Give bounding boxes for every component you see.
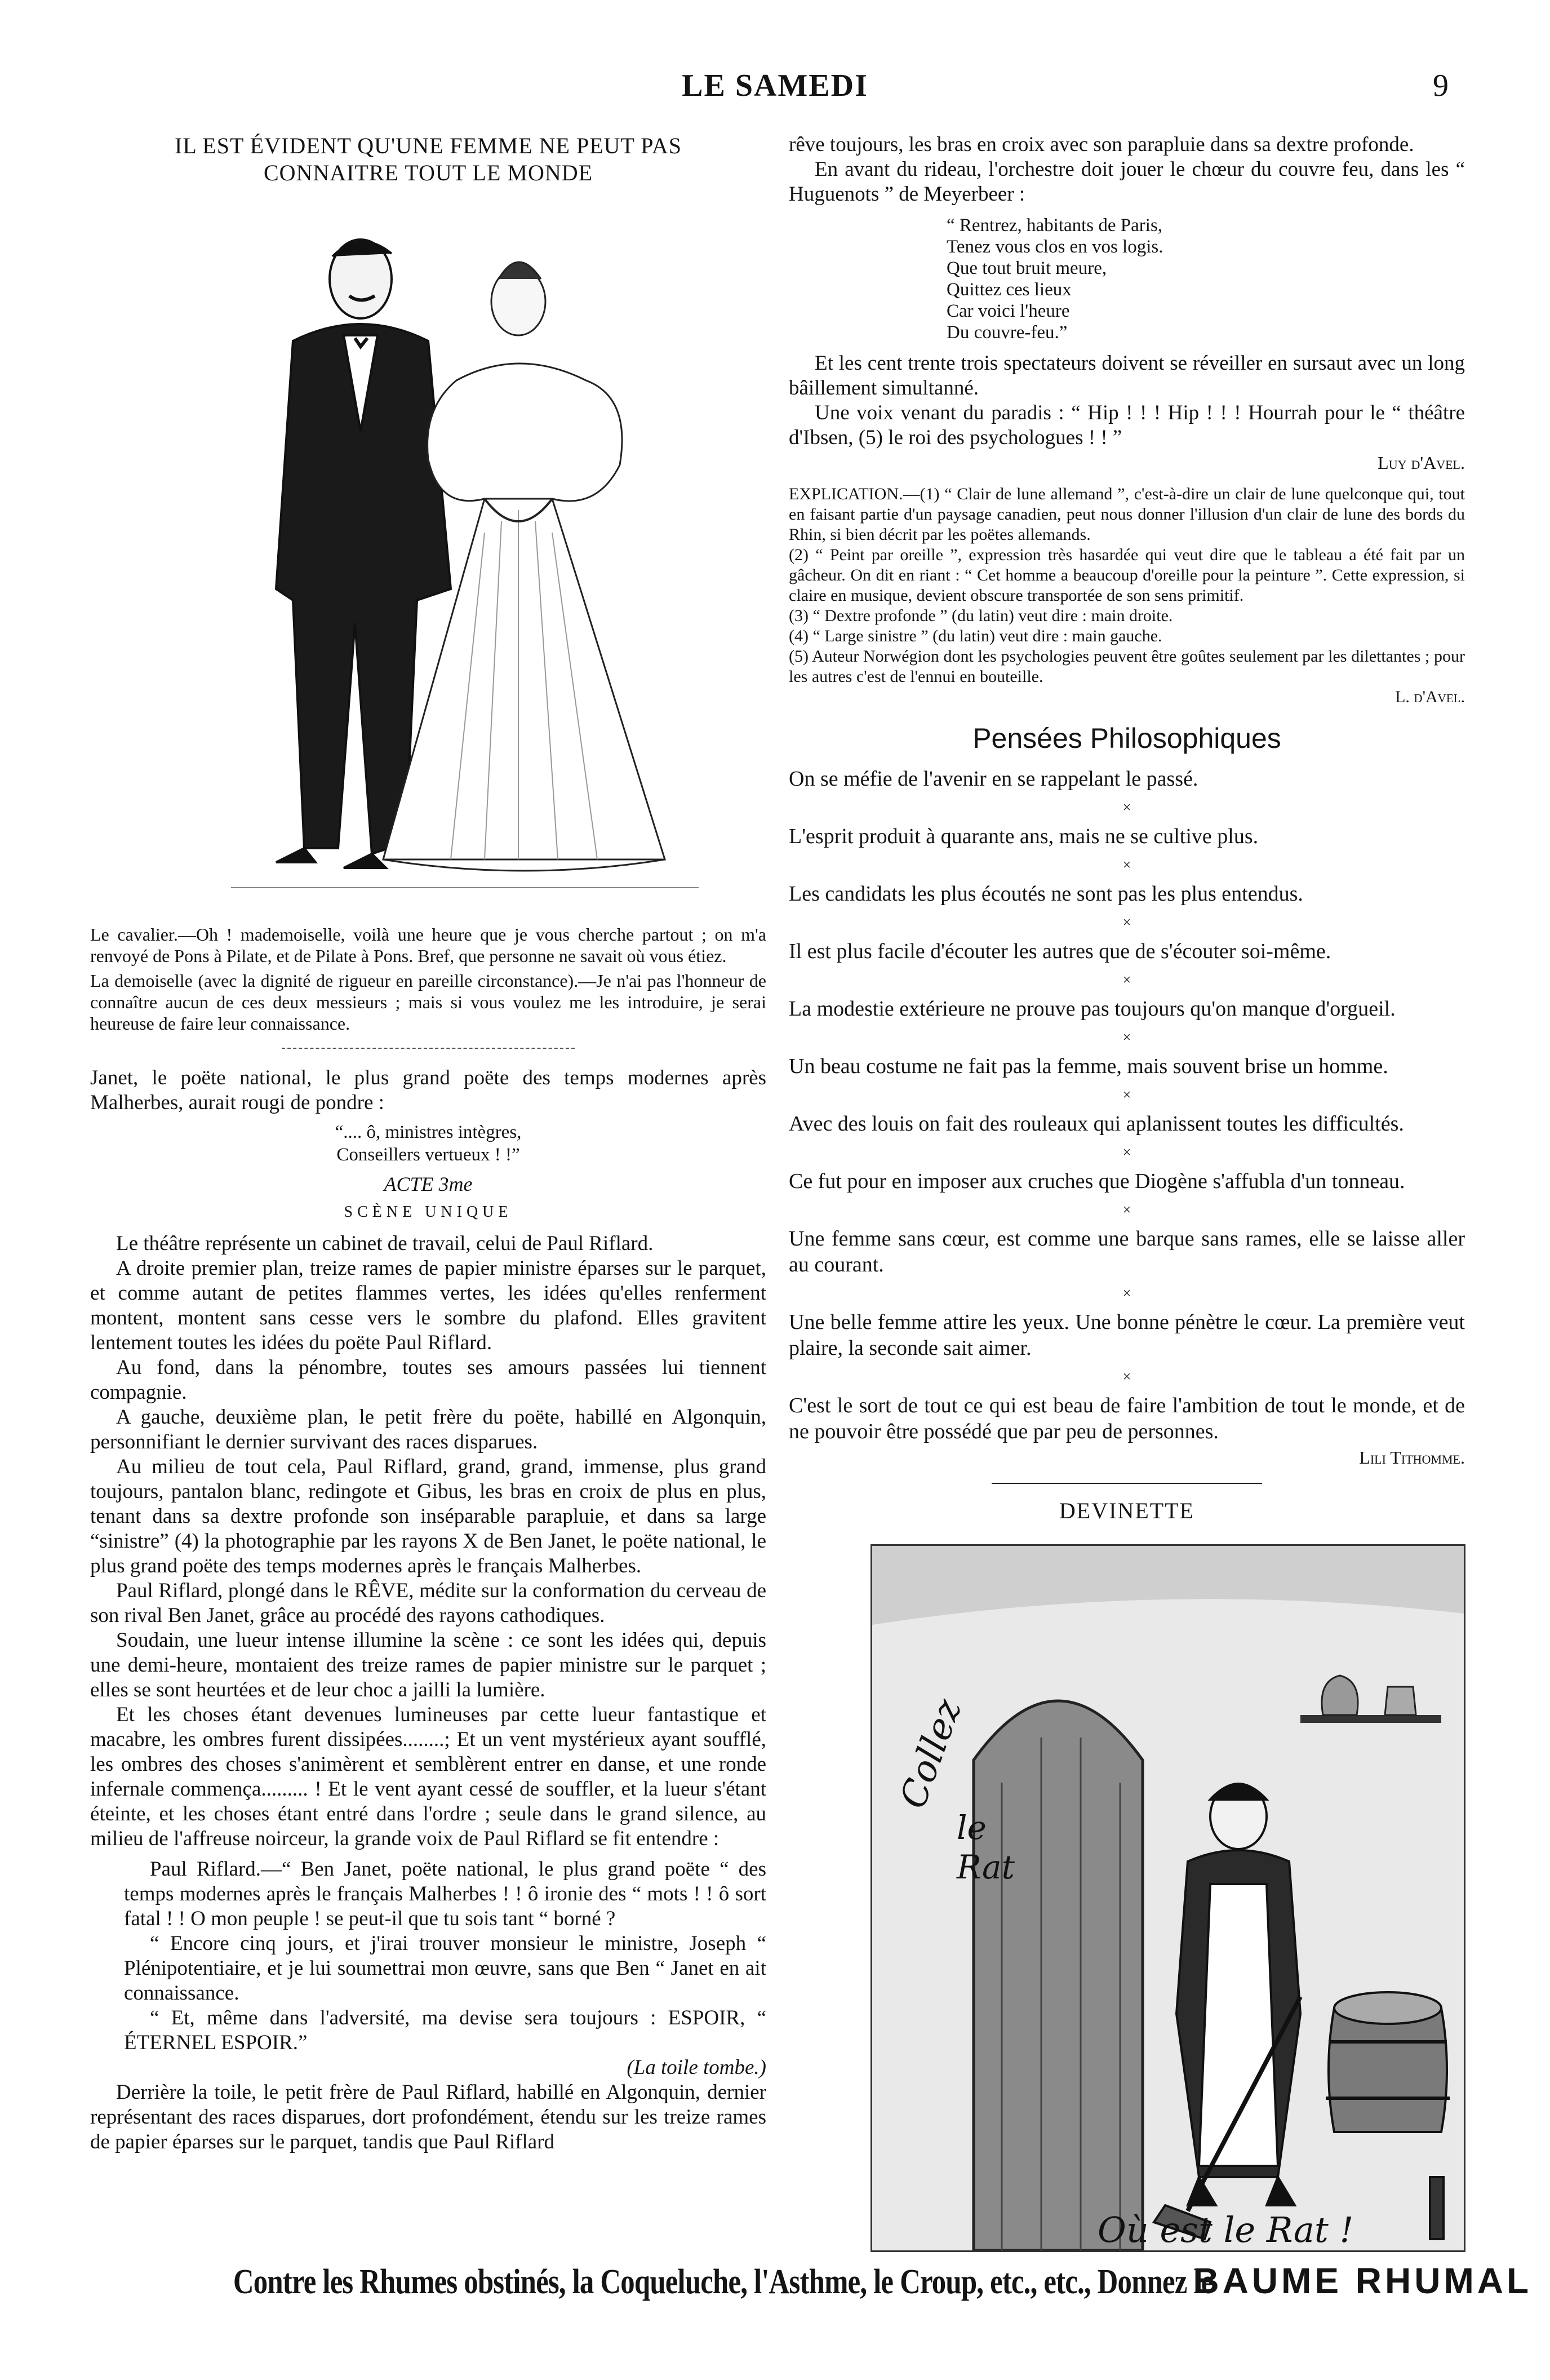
separator-mark: × — [1122, 1285, 1131, 1301]
continuation-text — [789, 132, 1465, 207]
stage-direction: (La toile tombe.) — [627, 2056, 766, 2079]
newspaper-title: LE SAMEDI — [682, 68, 868, 103]
caption-line: Le cavalier.—Oh ! mademoiselle, voilà une heure que je vous cherche partout ; on m'a renvoyé de Pons à Pilate, et de Pilate à Pons. Bref, que personne ne savait où vous étiez. — [90, 924, 766, 966]
svg-text:Collez: Collez — [892, 1694, 970, 1814]
separator-mark: × — [1122, 972, 1131, 988]
paragraph: Paul Riflard, plongé dans le RÊVE, médite sur la conformation du cerveau de son rival Ben Janet, grâce au procédé des rayons cathodiques. — [90, 1579, 766, 1627]
cartoon-illustration — [90, 194, 766, 921]
verse-line: Quittez ces lieux — [947, 280, 1072, 300]
verse-line: Car voici l'heure — [947, 301, 1070, 321]
pensee-item: Une femme sans cœur, est comme une barque sans rames, elle se laisse aller au courant. — [789, 1227, 1465, 1277]
cartoon-caption — [90, 924, 766, 1034]
act-heading: ACTE 3me — [384, 1173, 473, 1195]
ad-text: Contre les Rhumes obstinés, la Coqueluche, l'Asthme, le Croup, etc., etc., Donnez le — [233, 2263, 1214, 2301]
pensees-author: Lili Tithomme. — [1359, 1447, 1465, 1468]
pensee-item: C'est le sort de tout ce qui est beau de faire l'ambition de tout le monde, et de ne pouvoir être possédé que par peu de personnes. — [789, 1394, 1465, 1443]
caption-line: La demoiselle (avec la dignité de rigueur en pareille circonstance).—Je n'ai pas l'honneur de connaître aucun de ces deux messieurs ; mais si vous voulez me les introduire, je serai heureuse de faire leur connaissance. — [90, 970, 766, 1034]
quote-line: Conseillers vertueux ! !” — [336, 1145, 520, 1165]
verse-line: Que tout bruit meure, — [947, 258, 1107, 278]
pensee-item: On se méfie de l'avenir en se rappelant le passé. — [789, 767, 1198, 791]
paragraph: rêve toujours, les bras en croix avec son parapluie dans sa dextre profonde. — [789, 133, 1414, 156]
note: EXPLICATION.—(1) “ Clair de lune allemand ”, c'est-à-dire un clair de lune quelconque qui, tout en faisant partie d'un paysage canadien, peut nous donner l'illusion d'un clair de lune des bords du Rhin, si bien décrit par les poëtes allemands. — [789, 485, 1465, 544]
pensees-title: Pensées Philosophiques — [972, 723, 1281, 754]
pensees-list — [789, 766, 1465, 1470]
pensee-item: Les candidats les plus écoutés ne sont pas les plus entendus. — [789, 882, 1303, 906]
separator-mark: × — [1122, 857, 1131, 873]
separator-mark: × — [1122, 1029, 1131, 1045]
speech-paragraph: “ Encore cinq jours, et j'irai trouver monsieur le ministre, Joseph “ Plénipotentiaire, et je lui soumettrai mon œuvre, sans que Ben “ Janet en ait connaissance. — [124, 1932, 766, 2005]
divider — [282, 1048, 575, 1049]
pensee-item: Un beau costume ne fait pas la femme, mais souvent brise un homme. — [789, 1054, 1388, 1078]
paragraph: Et les choses étant devenues lumineuses par cette lueur fantastique et macabre, les ombres furent dissipées........; Et un vent mystérieux ayant soufflé, les ombres des choses s'animèrent et semblèrent entrer en danse, et une ronde infernale commença......... ! Et le vent ayant cessé de souffler, et la lueur s'étant éteinte, et les choses étant entré dans l'ordre ; seule dans le grand silence, au milieu de l'affreuse noirceur, la grande voix de Paul Riflard se fit entendre : — [90, 1703, 766, 1850]
separator-mark: × — [1122, 1087, 1131, 1103]
ad-brand: BAUME RHUMAL — [1193, 2261, 1533, 2301]
separator-mark: × — [1122, 799, 1131, 816]
page-number: 9 — [1433, 68, 1449, 103]
verse-line: Tenez vous clos en vos logis. — [947, 237, 1163, 257]
cartoon-title: IL EST ÉVIDENT QU'UNE FEMME NE PEUT PAS CONNAITRE TOUT LE MONDE — [175, 133, 682, 185]
devinette-caption: Où est le Rat ! — [1098, 2209, 1354, 2250]
note: (2) “ Peint par oreille ”, expression très hasardée qui veut dire que le tableau a été fait par un gâcheur. On dit en riant : “ Cet homme a beaucoup d'oreille pour la peinture ”. Cette expression, si claire en musique, devient obscure transportée de son sens primitif. — [789, 546, 1465, 605]
closing-paragraph: Derrière la toile, le petit frère de Paul Riflard, habillé en Algonquin, dernier représentant des races disparues, dort profondément, étendu sur les treize rames de papier éparses sur le parquet, tandis que Paul Riflard — [90, 2081, 766, 2153]
speech-paragraph: Paul Riflard.—“ Ben Janet, poëte national, le plus grand poëte “ des temps modernes après le français Malherbes ! ! ô ironie des “ mots ! ! ô sort fatal ! ! O mon peuple ! se peut-il que tu sois tant “ borné ? — [124, 1858, 766, 1930]
after-verse-text — [789, 351, 1465, 475]
note: (4) “ Large sinistre ” (du latin) veut dire : main gauche. — [789, 627, 1162, 645]
speech-block — [124, 1857, 766, 2080]
scene-heading: SCÈNE UNIQUE — [344, 1203, 513, 1221]
pensee-item: Ce fut pour en imposer aux cruches que Diogène s'affubla d'un tonneau. — [789, 1169, 1405, 1193]
svg-text:le: le — [957, 1809, 987, 1847]
quote-line: “.... ô, ministres intègres, — [335, 1122, 522, 1142]
verse-line: Du couvre-feu.” — [947, 322, 1068, 343]
paragraph: A gauche, deuxième plan, le petit frère du poëte, habillé en Algonquin, personnifiant le dernier survivant des races disparues. — [90, 1406, 766, 1453]
right-column — [789, 132, 1465, 1524]
explication-notes — [789, 484, 1465, 707]
devinette-title: DEVINETTE — [1059, 1498, 1195, 1523]
verse-block — [947, 215, 1465, 343]
verse-line: “ Rentrez, habitants de Paris, — [947, 215, 1163, 236]
paragraph: En avant du rideau, l'orchestre doit jouer le chœur du couvre feu, dans les “ Huguenots ” de Meyerbeer : — [789, 158, 1465, 206]
footer-advertisement — [0, 2260, 1550, 2302]
paragraph: A droite premier plan, treize rames de papier ministre éparses sur le parquet, et comme autant de petites flammes vertes, les idées qu'elles renferment montent, montent sans cesse vers le sombre du plafond. Elles gravitent lentement toutes les idées du poëte Paul Riflard. — [90, 1257, 766, 1354]
paragraph: Au fond, dans la pénombre, toutes ses amours passées lui tiennent compagnie. — [90, 1356, 766, 1404]
paragraph: Au milieu de tout cela, Paul Riflard, grand, grand, immense, plus grand toujours, pantalon blanc, redingote et Gibus, les bras en croix de plus en plus, tenant dans sa dextre profonde son inséparable parapluie, et dans sa large “sinistre” (4) la photographie par les rayons X de Ben Janet, le poëte national, le plus grand poëte des temps modernes après le français Malherbes. — [90, 1455, 766, 1577]
paragraph: Le théâtre représente un cabinet de travail, celui de Paul Riflard. — [116, 1232, 654, 1255]
separator-mark: × — [1122, 1144, 1131, 1160]
notes-signature: L. d'Avel. — [1395, 688, 1465, 706]
paragraph: Soudain, une lueur intense illumine la scène : ce sont les idées qui, depuis une demi-heure, montaient des treize rames de papier ministre sur le parquet ; elles se sont heurtées et de leur choc a jailli la lumière. — [90, 1629, 766, 1701]
pensee-item: Il est plus facile d'écouter les autres que de s'écouter soi-même. — [789, 939, 1331, 963]
play-text — [90, 1066, 766, 2155]
devinette-illustration — [871, 1544, 1465, 2252]
left-column — [90, 132, 766, 2155]
separator-mark: × — [1122, 1368, 1131, 1385]
masthead — [0, 68, 1550, 118]
note: (5) Auteur Norwégion dont les psychologies peuvent être goûtes seulement par les dilettantes ; pour les autres c'est de l'ennui en bouteille. — [789, 647, 1465, 686]
paragraph: Et les cent trente trois spectateurs doivent se réveiller en sursaut avec un long bâillement simultanné. — [789, 352, 1465, 400]
note: (3) “ Dextre profonde ” (du latin) veut dire : main droite. — [789, 606, 1173, 625]
svg-text:Rat: Rat — [957, 1848, 1015, 1886]
author-signature: Luy d'Avel. — [1378, 453, 1465, 473]
separator-mark: × — [1122, 914, 1131, 930]
intro-paragraph: Janet, le poëte national, le plus grand poëte des temps modernes après Malherbes, aurait rougi de pondre : — [90, 1066, 766, 1114]
paragraph: Une voix venant du paradis : “ Hip ! ! ! Hip ! ! ! Hourrah pour le “ théâtre d'Ibsen, (5) le roi des psychologues ! ! ” — [789, 401, 1465, 449]
pensee-item: L'esprit produit à quarante ans, mais ne se cultive plus. — [789, 825, 1259, 848]
pensee-item: Une belle femme attire les yeux. Une bonne pénètre le cœur. La première veut plaire, la seconde sait aimer. — [789, 1310, 1465, 1360]
quote-block — [90, 1121, 766, 1166]
pensee-item: La modestie extérieure ne prouve pas toujours qu'on manque d'orgueil. — [789, 997, 1396, 1021]
speech-paragraph: “ Et, même dans l'adversité, ma devise sera toujours : ESPOIR, “ ÉTERNEL ESPOIR.” — [124, 2006, 766, 2054]
divider — [992, 1483, 1262, 1484]
separator-mark: × — [1122, 1202, 1131, 1218]
pensee-item: Avec des louis on fait des rouleaux qui aplanissent toutes les difficultés. — [789, 1112, 1404, 1136]
